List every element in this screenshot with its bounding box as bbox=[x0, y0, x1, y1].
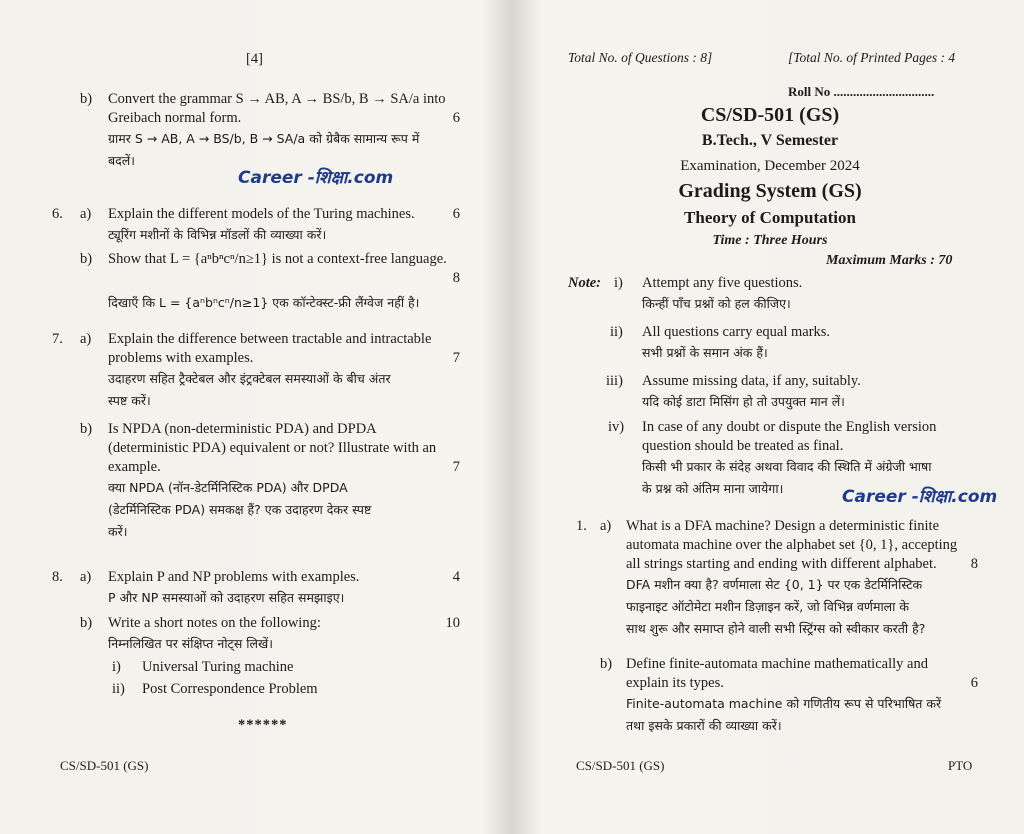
q6a-label: a) bbox=[80, 206, 92, 222]
note-4-hindi-line2: के प्रश्न को अंतिम माना जायेगा। bbox=[642, 481, 784, 496]
q1a-english-line1: What is a DFA machine? Design a deterministic finite bbox=[626, 518, 940, 534]
q8a-block bbox=[108, 568, 460, 609]
q7a-hindi-line1: उदाहरण सहित ट्रैक्टेबल और इंट्रक्टेबल समस्याओं के बीच अंतर bbox=[108, 371, 391, 386]
q1-number: 1. bbox=[576, 518, 587, 534]
q7a-block bbox=[108, 330, 460, 412]
paper-code: CS/SD-501 (GS) bbox=[700, 104, 840, 126]
note-4-english-line1: In case of any doubt or dispute the English version bbox=[642, 419, 937, 435]
q1a-english-line2: automata machine over the alphabet set {0, 1}, accepting bbox=[626, 537, 958, 553]
watermark-logo: Career -शिक्षा.com bbox=[842, 487, 998, 507]
please-turn-over: PTO bbox=[948, 758, 973, 773]
q7b-english-line3 bbox=[108, 458, 460, 477]
q7-number: 7. bbox=[52, 331, 63, 347]
grading-system: Grading System (GS) bbox=[678, 180, 862, 202]
course-title: B.Tech., V Semester bbox=[701, 132, 839, 149]
q1b-english-line1: Define finite-automata machine mathematically and bbox=[626, 656, 928, 672]
q1a-english-line3 bbox=[626, 555, 978, 574]
q7a-english-line2 bbox=[108, 349, 460, 368]
q1b-label: b) bbox=[600, 656, 613, 672]
q7a-marks: 7 bbox=[452, 350, 460, 366]
note-3-english: Assume missing data, if any, suitably. bbox=[642, 373, 861, 389]
q8a-english-text: Explain P and NP problems with examples. bbox=[108, 569, 360, 585]
q7b-english-text: example. bbox=[108, 459, 161, 475]
q7b-hindi-line1: क्या NPDA (नॉन-डेटर्मिनिस्टिक PDA) और DPDA bbox=[108, 480, 348, 495]
q8b-hindi: निम्नलिखित पर संक्षिप्त नोट्स लिखें। bbox=[108, 636, 273, 651]
note-4-label: iv) bbox=[608, 419, 625, 435]
q7b-label: b) bbox=[80, 421, 93, 437]
q8b-english-text: Write a short notes on the following: bbox=[108, 615, 321, 631]
q8b-label: b) bbox=[80, 615, 93, 631]
exam-session: Examination, December 2024 bbox=[680, 158, 860, 174]
q1b-block bbox=[626, 655, 978, 737]
q8a-label: a) bbox=[80, 569, 92, 585]
note-3-label: iii) bbox=[606, 373, 623, 389]
note-label: Note: bbox=[568, 275, 602, 291]
note-1-english: Attempt any five questions. bbox=[642, 275, 803, 291]
note-1-label: i) bbox=[614, 275, 623, 291]
q1b-hindi-line2: तथा इसके प्रकारों की व्याख्या करें। bbox=[626, 718, 782, 733]
q1a-hindi-line3: साथ शुरू और समाप्त होने वाली सभी स्ट्रिंग्स को स्वीकार करती है? bbox=[626, 621, 926, 636]
q6a-english bbox=[108, 205, 460, 224]
q8a-marks: 4 bbox=[452, 569, 460, 585]
q8b-item-1-text: Universal Turing machine bbox=[142, 659, 294, 675]
q7b-block bbox=[108, 420, 460, 543]
total-printed-pages: [Total No. of Printed Pages : 4 bbox=[788, 50, 956, 65]
q7b-english-line2: (deterministic PDA) equivalent or not? Illustrate with an bbox=[108, 440, 437, 456]
q7b-hindi-line2: (डेटर्मिनिस्टिक PDA) समकक्ष हैं? एक उदाहरण देकर स्पष्ट bbox=[108, 502, 372, 517]
q6a-hindi: ट्यूरिंग मशीनों के विभिन्न मॉडलों की व्याख्या करें। bbox=[108, 227, 327, 242]
q5b-hindi-line1: ग्रामर S → AB, A → BS/b, B → SA/a को ग्रेबैक सामान्य रूप में bbox=[108, 131, 420, 146]
note-2-english: All questions carry equal marks. bbox=[642, 324, 831, 340]
q8b-item-1-label: i) bbox=[112, 659, 121, 675]
q1a-marks: 8 bbox=[970, 556, 978, 572]
q5b-label: b) bbox=[80, 91, 93, 107]
roll-number: Roll No ............................... bbox=[788, 84, 935, 99]
q5b-english-line2 bbox=[108, 109, 460, 128]
note-1 bbox=[642, 274, 982, 315]
note-2-label: ii) bbox=[610, 324, 623, 340]
q1a-hindi-line2: फाइनाइट ऑटोमेटा मशीन डिज़ाइन करें, जो विभिन्न वर्णमाला के bbox=[626, 599, 909, 614]
q6a-block bbox=[108, 205, 460, 246]
left-page bbox=[0, 0, 505, 834]
q8a-english bbox=[108, 568, 460, 587]
q1b-hindi-line1: Finite-automata machine को गणितीय रूप से परिभाषित करें bbox=[626, 696, 942, 711]
q7b-english-line1: Is NPDA (non-deterministic PDA) and DPDA bbox=[108, 421, 377, 437]
end-mark: ****** bbox=[238, 717, 288, 733]
q5b-block bbox=[108, 90, 460, 172]
q6a-english-text: Explain the different models of the Turing machines. bbox=[108, 206, 415, 222]
note-2-hindi: सभी प्रश्नों के समान अंक हैं। bbox=[642, 345, 768, 360]
note-3 bbox=[642, 372, 982, 413]
right-page bbox=[520, 0, 1024, 834]
q1b-english-line2 bbox=[626, 674, 978, 693]
q7a-english-text: problems with examples. bbox=[108, 350, 254, 366]
maximum-marks: Maximum Marks : 70 bbox=[826, 253, 953, 268]
q8a-hindi: P और NP समस्याओं को उदाहरण सहित समझाइए। bbox=[108, 590, 345, 605]
q1b-english-text: explain its types. bbox=[626, 675, 724, 691]
q7a-label: a) bbox=[80, 331, 92, 347]
page-number: [4] bbox=[246, 51, 263, 67]
q5b-english-line1: Convert the grammar S → AB, A → BS/b, B → SA/a into bbox=[108, 91, 446, 107]
q6b-english: Show that L = {aⁿbⁿcⁿ/n≥1} is not a context-free language. bbox=[108, 251, 447, 267]
time-allowed: Time : Three Hours bbox=[712, 233, 828, 248]
note-1-hindi: किन्हीं पाँच प्रश्नों को हल कीजिए। bbox=[642, 296, 791, 311]
total-questions: Total No. of Questions : 8] bbox=[568, 50, 713, 65]
q1b-marks: 6 bbox=[970, 675, 978, 691]
q1a-hindi-line1: DFA मशीन क्या है? वर्णमाला सेट {0, 1} पर एक डेटर्मिनिस्टिक bbox=[626, 577, 923, 592]
q6b-label: b) bbox=[80, 251, 93, 267]
q6a-marks: 6 bbox=[452, 206, 460, 222]
left-footer-code: CS/SD-501 (GS) bbox=[60, 758, 149, 773]
q7b-hindi-line3: करें। bbox=[108, 524, 128, 539]
q8b-english bbox=[108, 614, 460, 633]
q6b-hindi: दिखाएँ कि L = {aⁿbⁿcⁿ/n≥1} एक कॉन्टेक्स्ट-फ्री लैंग्वेज नहीं है। bbox=[108, 295, 420, 310]
q7a-english-line1: Explain the difference between tractable and intractable bbox=[108, 331, 432, 347]
right-footer-code: CS/SD-501 (GS) bbox=[576, 758, 665, 773]
note-2 bbox=[642, 323, 982, 364]
q1a-block bbox=[626, 517, 978, 640]
q8b-marks: 10 bbox=[445, 615, 460, 631]
q8b-block bbox=[108, 614, 460, 655]
q5b-marks: 6 bbox=[452, 110, 460, 126]
q8b-item-2-label: ii) bbox=[112, 681, 125, 697]
watermark-logo: Career -शिक्षा.com bbox=[238, 168, 394, 188]
subject-title: Theory of Computation bbox=[684, 208, 856, 227]
q6-number: 6. bbox=[52, 206, 63, 222]
q5b-english-text: Greibach normal form. bbox=[108, 110, 242, 126]
q6b-block bbox=[108, 250, 460, 314]
q8-number: 8. bbox=[52, 569, 63, 585]
q7a-hindi-line2: स्पष्ट करें। bbox=[108, 393, 151, 408]
q1a-english-text: all strings starting and ending with different alphabet. bbox=[626, 556, 937, 572]
q7b-marks: 7 bbox=[452, 459, 460, 475]
note-3-hindi: यदि कोई डाटा मिसिंग हो तो उपयुक्त मान लें। bbox=[642, 394, 845, 409]
q6b-marks: 8 bbox=[452, 270, 460, 286]
q5b-hindi-line2: बदलें। bbox=[108, 153, 135, 168]
q1a-label: a) bbox=[600, 518, 612, 534]
note-4-english-line2: question should be treated as final. bbox=[642, 438, 844, 454]
note-4-hindi-line1: किसी भी प्रकार के संदेह अथवा विवाद की स्थिति में अंग्रेजी भाषा bbox=[642, 459, 932, 474]
q8b-item-2-text: Post Correspondence Problem bbox=[142, 681, 318, 697]
